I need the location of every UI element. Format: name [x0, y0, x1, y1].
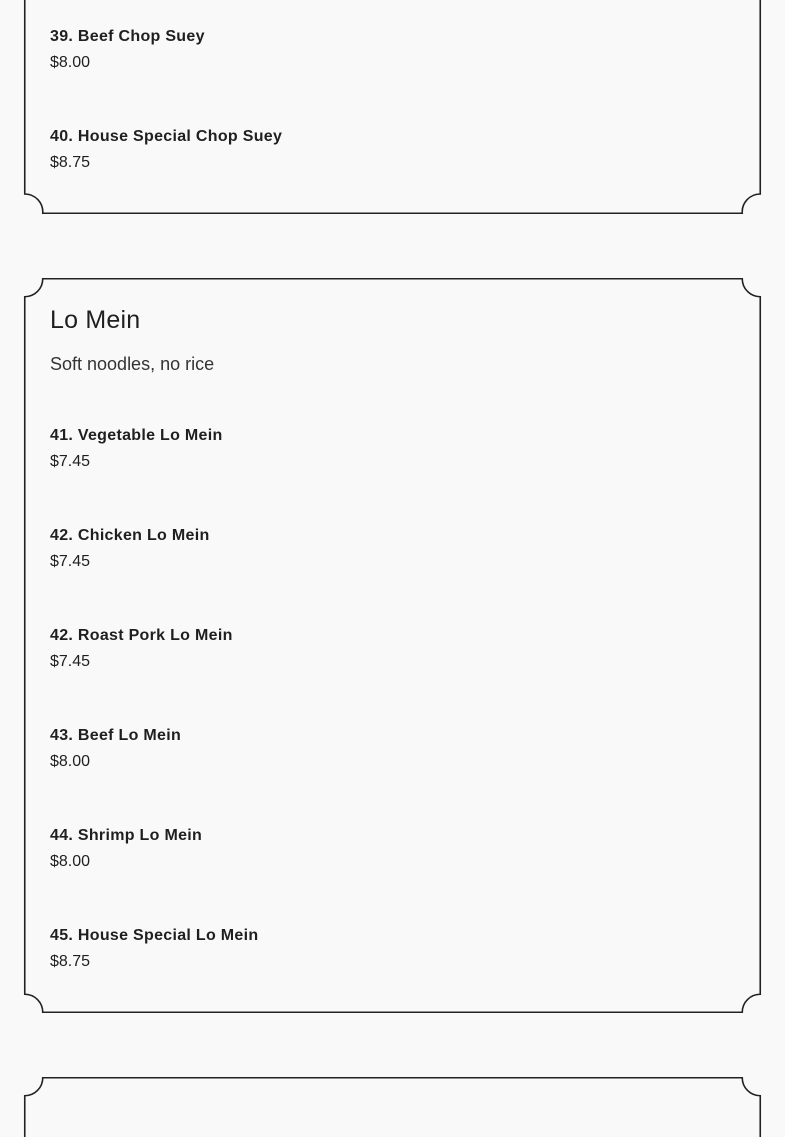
item-name: 43. Beef Lo Mein	[50, 727, 182, 744]
section-description: Soft noodles, no rice	[50, 354, 215, 374]
item-name: 45. House Special Lo Mein	[50, 927, 259, 944]
item-price: $7.45	[50, 653, 91, 670]
item-price: $8.75	[50, 154, 91, 171]
menu-item[interactable]	[50, 826, 202, 872]
menu-item[interactable]	[50, 726, 181, 772]
item-price: $7.45	[50, 553, 91, 570]
item-name: 44. Shrimp Lo Mein	[50, 827, 203, 844]
item-price: $8.75	[50, 953, 91, 970]
menu-section-chop-suey	[24, 0, 761, 214]
menu-section-lo-mein	[24, 278, 761, 1013]
item-name: 40. House Special Chop Suey	[50, 128, 283, 145]
item-price: $7.45	[50, 453, 91, 470]
item-name: 39. Beef Chop Suey	[50, 28, 205, 45]
menu-item[interactable]	[50, 626, 233, 672]
menu-item[interactable]	[50, 27, 205, 73]
section-title: Lo Mein	[50, 306, 141, 334]
item-name: 42. Roast Pork Lo Mein	[50, 627, 233, 644]
menu-item[interactable]	[50, 526, 210, 572]
item-price: $8.00	[50, 753, 91, 770]
menu-section-next	[24, 1077, 761, 1137]
card-frame	[24, 1077, 761, 1137]
item-price: $8.00	[50, 853, 91, 870]
menu-item[interactable]	[50, 426, 223, 472]
menu-item[interactable]	[50, 926, 258, 972]
item-price: $8.00	[50, 54, 91, 71]
item-name: 41. Vegetable Lo Mein	[50, 427, 223, 444]
menu-item[interactable]	[50, 127, 282, 173]
item-name: 42. Chicken Lo Mein	[50, 527, 210, 544]
